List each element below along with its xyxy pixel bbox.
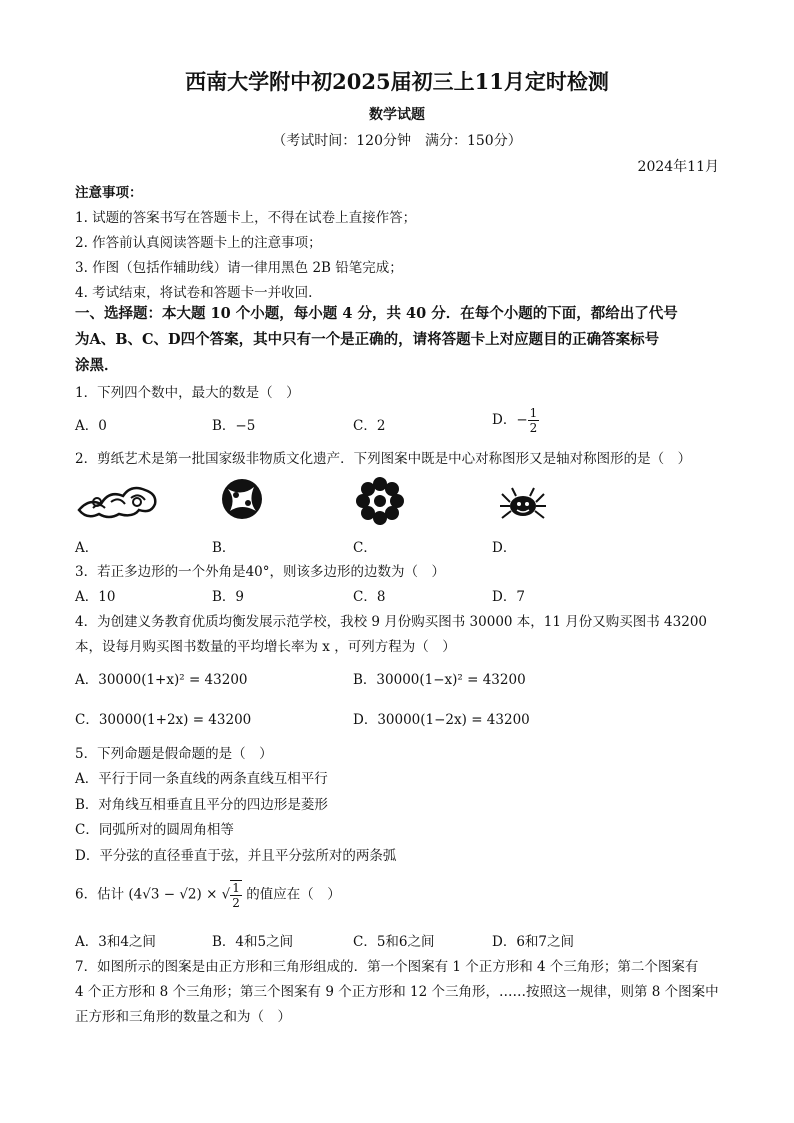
fish-papercut-icon bbox=[218, 475, 266, 523]
q2-option-d: D． bbox=[492, 540, 517, 556]
q1-option-b: B．−5 bbox=[212, 418, 256, 434]
question-6-stem bbox=[75, 880, 341, 910]
fraction-numerator: 1 bbox=[529, 406, 538, 420]
q5-option-b: B．对角线互相垂直且平分的四边形是菱形 bbox=[75, 797, 328, 813]
q3-option-d: D．7 bbox=[492, 589, 525, 605]
q6-stem-prefix: 6．估计 bbox=[75, 886, 125, 903]
q2-option-c: C． bbox=[353, 540, 377, 556]
q1-option-d bbox=[492, 406, 539, 435]
q2-option-b: B． bbox=[212, 540, 236, 556]
note-item: 4. 考试结束，将试卷和答题卡一并收回. bbox=[75, 285, 313, 301]
q1-option-a: A．0 bbox=[75, 418, 107, 434]
question-2-stem: 2．剪纸艺术是第一批国家级非物质文化遗产．下列图案中既是中心对称图形又是轴对称图形的是（ ） bbox=[75, 451, 692, 467]
q2-option-a: A． bbox=[75, 540, 99, 556]
note-item: 1. 试题的答案书写在答题卡上，不得在试卷上直接作答； bbox=[75, 210, 417, 226]
q6-expression: (4√3 − √2) × √ bbox=[128, 886, 231, 903]
section-heading-line: 一、选择题：本大题 10 个小题，每小题 4 分，共 40 分．在每个小题的下面，都给出了代号 bbox=[75, 305, 678, 322]
section-heading-line: 涂黑． bbox=[75, 357, 119, 374]
section-heading-line: 为A、B、C、D四个答案，其中只有一个是正确的，请将答题卡上对应题目的正确答案标号 bbox=[75, 331, 660, 348]
exam-date: 2024年11月 bbox=[637, 159, 719, 175]
q6-option-d: D．6和7之间 bbox=[492, 934, 575, 950]
fraction-denominator: 2 bbox=[529, 421, 538, 435]
q6-option-c: C．5和6之间 bbox=[353, 934, 435, 950]
q5-option-d: D．平分弦的直径垂直于弦，并且平分弦所对的两条弧 bbox=[75, 848, 397, 864]
question-1-stem: 1．下列四个数中，最大的数是（ ） bbox=[75, 385, 300, 401]
question-7-line: 正方形和三角形的数量之和为（ ） bbox=[75, 1009, 291, 1025]
fraction-numerator: 1 bbox=[232, 881, 240, 895]
q3-option-b: B．9 bbox=[212, 589, 245, 605]
fraction bbox=[528, 406, 540, 435]
question-4-stem: 4．为创建义务教育优质均衡发展示范学校，我校 9 月份购买图书 30000 本，11 月份又购买图书 43200 bbox=[75, 614, 707, 630]
q5-option-c: C．同弧所对的圆周角相等 bbox=[75, 822, 234, 838]
crab-papercut-icon bbox=[498, 484, 548, 524]
q6-option-b: B．4和5之间 bbox=[212, 934, 294, 950]
page-title: 西南大学附中初2025届初三上11月定时检测 bbox=[185, 69, 609, 94]
q4-option-c: C．30000(1+2x) = 43200 bbox=[75, 712, 252, 728]
question-3-stem: 3．若正多边形的一个外角是40°，则该多边形的边数为（ ） bbox=[75, 564, 446, 580]
notes-heading: 注意事项： bbox=[75, 185, 143, 201]
question-7-line: 4 个正方形和 8 个三角形；第三个图案有 9 个正方形和 12 个三角形，……按照这一规律，则第 8 个图案中 bbox=[75, 984, 719, 1000]
q4-option-a: A．30000(1+x)² = 43200 bbox=[75, 672, 248, 688]
question-4-stem: 本，设每月购买图书数量的平均增长率为 x ，可列方程为（ ） bbox=[75, 639, 456, 655]
fraction-denominator: 2 bbox=[232, 896, 240, 910]
q5-option-a: A．平行于同一条直线的两条直线互相平行 bbox=[75, 771, 328, 787]
q1-option-c: C．2 bbox=[353, 418, 386, 434]
q3-option-c: C．8 bbox=[353, 589, 386, 605]
question-7-line: 7．如图所示的图案是由正方形和三角形组成的．第一个图案有 1 个正方形和 4 个三角形；第二个图案有 bbox=[75, 959, 699, 975]
page-subtitle: 数学试题 bbox=[369, 107, 425, 123]
fraction bbox=[230, 880, 242, 910]
exam-time-info: （考试时间：120分钟 满分：150分） bbox=[272, 133, 522, 149]
q1-option-d-prefix: D．− bbox=[492, 412, 528, 428]
q6-option-a: A．3和4之间 bbox=[75, 934, 156, 950]
note-item: 3. 作图（包括作辅助线）请一律用黑色 2B 铅笔完成； bbox=[75, 260, 403, 276]
q6-stem-suffix: 的值应在（ ） bbox=[246, 886, 341, 903]
question-5-stem: 5．下列命题是假命题的是（ ） bbox=[75, 746, 273, 762]
q3-option-a: A．10 bbox=[75, 589, 116, 605]
flower-papercut-icon bbox=[355, 476, 405, 526]
q4-option-d: D．30000(1−2x) = 43200 bbox=[353, 712, 530, 728]
cloud-papercut-icon bbox=[75, 480, 160, 522]
note-item: 2. 作答前认真阅读答题卡上的注意事项； bbox=[75, 235, 322, 251]
q4-option-b: B．30000(1−x)² = 43200 bbox=[353, 672, 526, 688]
